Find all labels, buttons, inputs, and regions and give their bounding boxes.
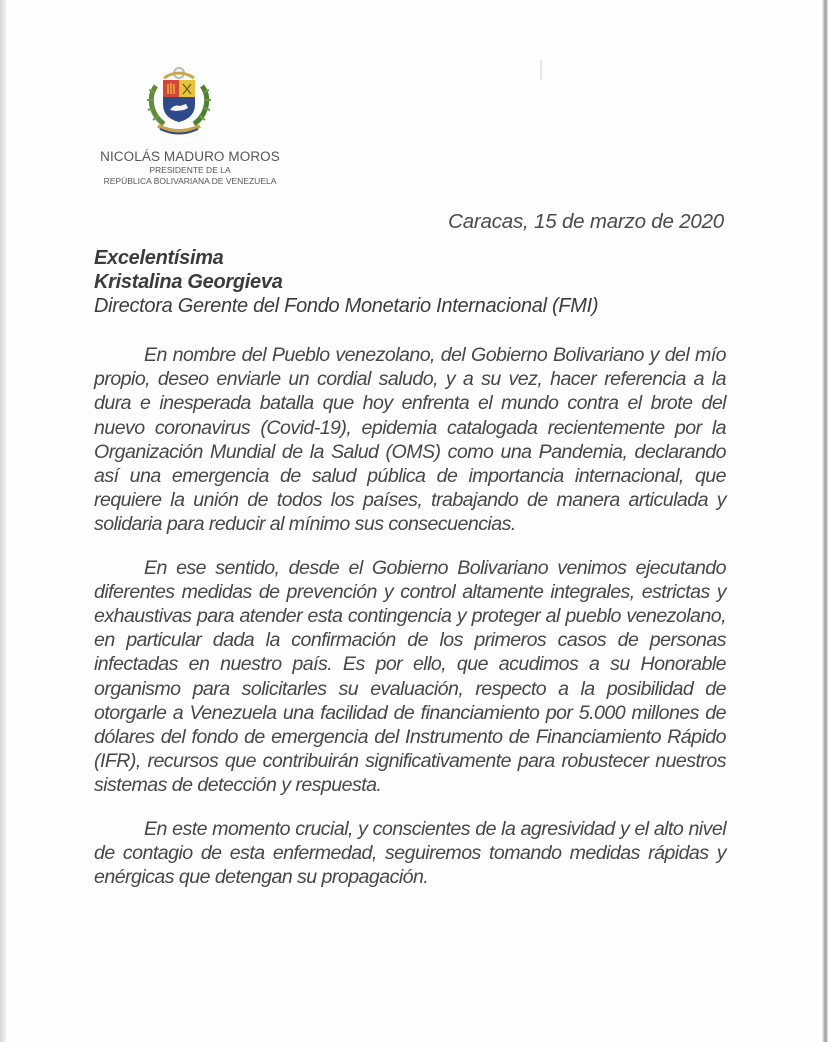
body-paragraph: En nombre del Pueblo venezolano, del Gobierno Bolivariano y del mío propio, deseo enviarle un cordial saludo, y a su vez, hacer referencia a la dura e inesperada batalla que hoy enfrenta el mundo contra el brote del nuevo coronavirus (Covid-19), epidemia catalogada recientemente por la Organización Mundial de la Salud (OMS) como una Pandemia, declarando así una emergencia de salud pública de importancia internacional, que requiere la unión de todos los países, trabajando de manera articulada y solidaria para reducir al mínimo sus consecuencias. bbox=[94, 344, 726, 536]
letter-date: Caracas, 15 de marzo de 2020 bbox=[448, 210, 724, 233]
body-paragraph: En ese sentido, desde el Gobierno Bolivariano venimos ejecutando diferentes medidas de prevención y control altamente integrales, estrictas y exhaustivas para atender esta contingencia y proteger al pueblo venezolano, en particular dada la confirmación de los primeros casos de personas infectadas en nuestro país. Es por ello, que acudimos a su Honorable organismo para solicitarles su evaluación, respecto a la posibilidad de otorgarle a Venezuela una facilidad de financiamiento por 5.000 millones de dólares del fondo de emergencia del Instrumento de Financiamiento Rápido (IFR), recursos que contribuirán significativamente para robustecer nuestros sistemas de detección y respuesta. bbox=[94, 556, 726, 797]
page-left-edge bbox=[0, 0, 6, 1042]
body-paragraph: En este momento crucial, y conscientes de la agresividad y el alto nivel de contagio de esta enfermedad, seguiremos tomando medidas rápidas y enérgicas que detengan su propagación. bbox=[94, 817, 726, 889]
addressee-block bbox=[94, 246, 598, 318]
sender-title-line1: PRESIDENTE DE LA bbox=[149, 165, 231, 175]
letterhead bbox=[60, 149, 320, 187]
sender-name: NICOLÁS MADURO MOROS bbox=[100, 149, 280, 164]
addressee-salutation: Excelentísima bbox=[94, 247, 224, 269]
venezuela-coat-of-arms-icon bbox=[146, 66, 212, 136]
sender-title-line2: REPÚBLICA BOLIVARIANA DE VENEZUELA bbox=[103, 176, 277, 186]
addressee-name: Kristalina Georgieva bbox=[94, 271, 283, 293]
letter-body bbox=[94, 343, 726, 908]
page-right-edge bbox=[822, 0, 828, 1042]
scan-artifact bbox=[540, 60, 542, 80]
addressee-position: Directora Gerente del Fondo Monetario Internacional (FMI) bbox=[94, 295, 599, 317]
